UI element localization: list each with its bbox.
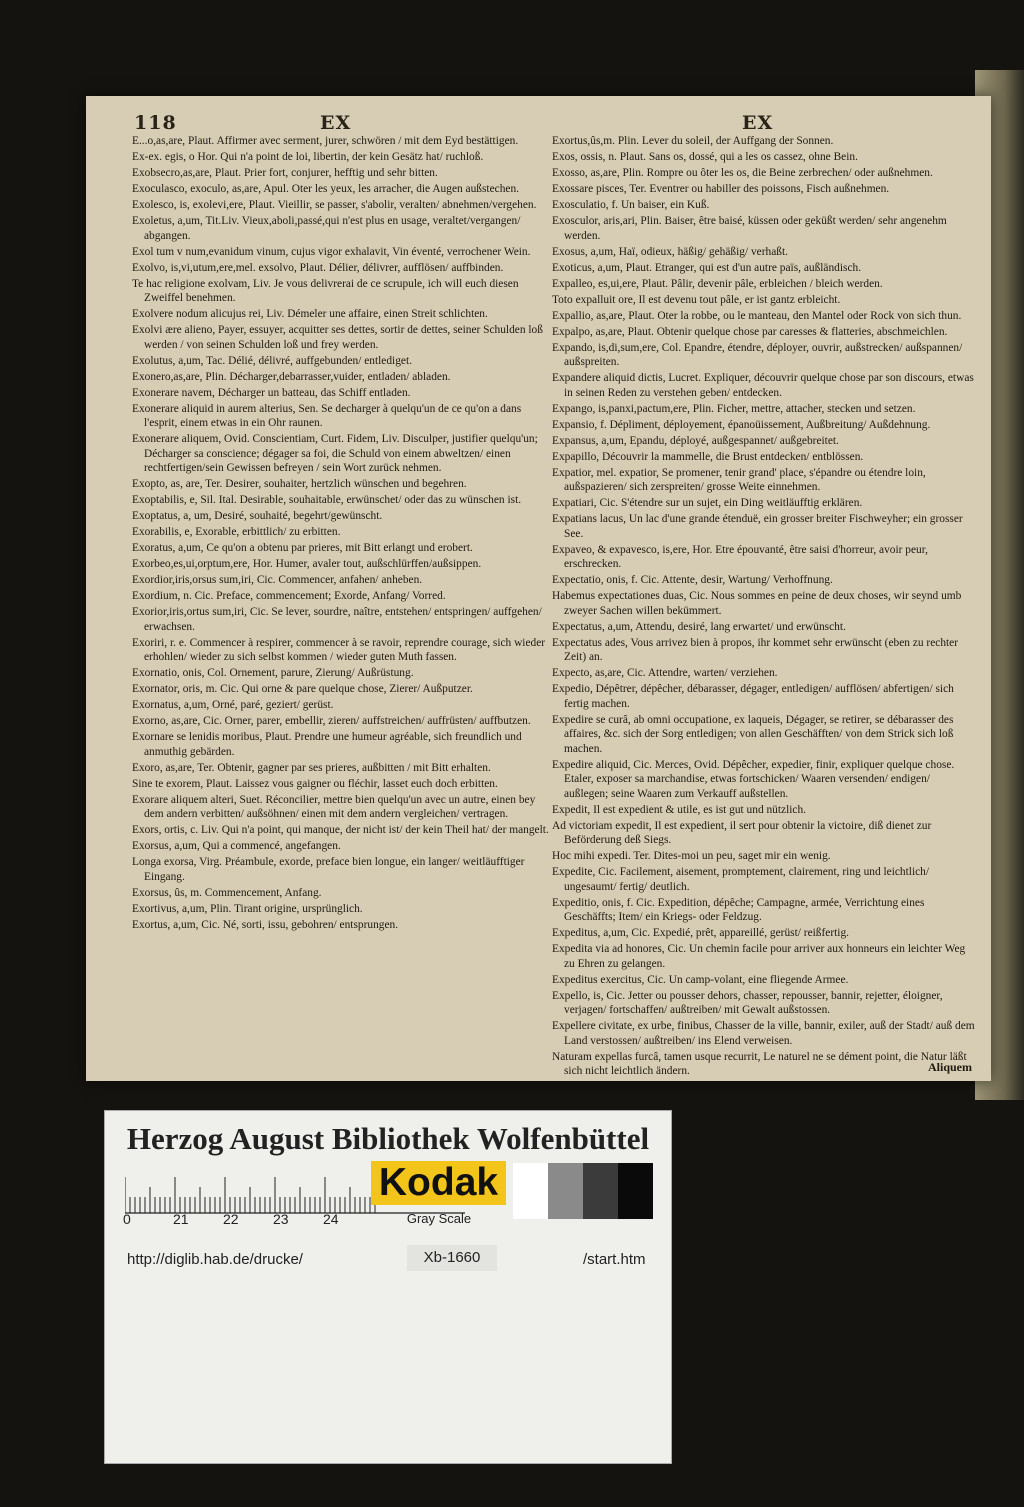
dictionary-entry: Exoticus, a,um, Plaut. Etranger, qui est d'un autre païs, außländisch. bbox=[552, 261, 862, 274]
dictionary-entry: Exopto, as, are, Ter. Desirer, souhaiter, hertzlich wünschen und begehren. bbox=[132, 478, 467, 490]
dictionary-entry: Expellere civitate, ex urbe, finibus, Chasser de la ville, bannir, exiler, auß der Stadt/ auß dem Land verstossen/ außtreiben/ ins Elend verweisen. bbox=[552, 1020, 975, 1047]
dictionary-entry: Exortus, a,um, Cic. Né, sorti, issu, gebohren/ entsprungen. bbox=[132, 918, 399, 931]
dictionary-entry: Hoc mihi expedi. Ter. Dites-moi un peu, saget mir ein wenig. bbox=[552, 850, 831, 862]
dictionary-entry: Expeditus, a,um, Cic. Expedié, prêt, appareillé, gerüst/ reißfertig. bbox=[552, 927, 850, 939]
dictionary-entry: Expatians lacus, Un lac d'une grande étenduë, ein grosser breiter Fischweyher; ein grosser See. bbox=[552, 513, 963, 540]
dictionary-entry: Exordior,iris,orsus sum,iri, Cic. Commencer, anfahen/ anheben. bbox=[132, 574, 423, 586]
dictionary-entry: Exors, ortis, c. Liv. Qui n'a point, qui manque, der nicht ist/ der kein Theil hat/ der mangelt. bbox=[132, 824, 549, 836]
dictionary-entry: Exorsus, a,um, Qui a commencé, angefangen. bbox=[132, 840, 341, 852]
gray-swatch bbox=[548, 1163, 583, 1219]
card-footer bbox=[105, 1243, 671, 1277]
dictionary-entry: Expedita via ad honores, Cic. Un chemin facile pour arriver aux honneurs ein leichter Weg zu Ehren zu gelangen. bbox=[552, 943, 966, 970]
dictionary-entry: Exonerare aliquid in aurem alterius, Sen. Se decharger à quelqu'un de ce qu'on a dans l'esprit, einem etwas in ein Ohr raunen. bbox=[132, 402, 522, 429]
dictionary-entry: Expedit, Il est expedient & utile, es ist gut und nützlich. bbox=[552, 803, 807, 816]
dictionary-entry: Expatiari, Cic. S'étendre sur un sujet, ein Ding weitläufftig erklären. bbox=[552, 497, 863, 509]
dictionary-entry: Expallio, as,are, Plaut. Oter la robbe, ou le manteau, den Mantel oder Rock von sich thun. bbox=[552, 309, 962, 322]
dictionary-entry: Exortus,ûs,m. Plin. Lever du soleil, der Auffgang der Sonnen. bbox=[552, 135, 834, 147]
dictionary-entry: Exobsecro,as,are, Plaut. Prier fort, conjurer, hefftig und sehr bitten. bbox=[132, 167, 438, 179]
dictionary-entry: Exossare pisces, Ter. Eventrer ou habiller des poissons, Fisch außnehmen. bbox=[552, 183, 890, 195]
dictionary-entry: Toto expalluit ore, Il est devenu tout pâle, er ist gantz erbleicht. bbox=[552, 293, 841, 306]
dictionary-entry: Exorsus, ûs, m. Commencement, Anfang. bbox=[132, 886, 322, 899]
dictionary-entry: Habemus expectationes duas, Cic. Nous sommes en peine de deux choses, wir seynd umb zweyer Sachen willen bekümmert. bbox=[552, 590, 962, 617]
ruler-number: 23 bbox=[273, 1211, 289, 1227]
dictionary-entry: Exonerare navem, Décharger un batteau, das Schiff entladen. bbox=[132, 386, 411, 399]
target-card bbox=[104, 1110, 672, 1464]
dictionary-entry: Expaveo, & expavesco, is,ere, Hor. Etre épouvanté, être saisi d'horreur, avoir peur, erschrecken. bbox=[552, 543, 928, 570]
shelfmark: Xb-1660 bbox=[407, 1245, 497, 1271]
dictionary-entry: Exolutus, a,um, Tac. Délié, délivré, auffgebunden/ entlediget. bbox=[132, 354, 412, 367]
dictionary-entry: Exonerare aliquem, Ovid. Conscientiam, Curt. Fidem, Liv. Disculper, justifier quelqu'un; Décharger sa conscience; dégager sa foi, die Schuld von einem abweltzen/ einen rechtfertigen/sein Gewissen befreyen / sein Wort zurück nehmen. bbox=[132, 433, 538, 474]
dictionary-entry: Exolvo, is,vi,utum,ere,mel. exsolvo, Plaut. Délier, délivrer, aufflösen/ auffbinden. bbox=[132, 261, 504, 274]
dictionary-entry: E...o,as,are, Plaut. Affirmer avec serment, jurer, schwören / mit dem Eyd bestättigen. bbox=[132, 135, 519, 147]
dictionary-entry: Exorior,iris,ortus sum,iri, Cic. Se lever, sourdre, naître, entstehen/ entspringen/ auffgehen/ erwachsen. bbox=[132, 606, 542, 633]
dictionary-entry: Exorbeo,es,ui,orptum,ere, Hor. Humer, avaler tout, außschlürffen/außsippen. bbox=[132, 558, 482, 570]
gray-scale-label: Gray Scale bbox=[406, 1211, 472, 1226]
dictionary-entry: Exornatus, a,um, Orné, paré, geziert/ gerüst. bbox=[132, 699, 334, 711]
dictionary-entry: Expapillo, Découvrir la mammelle, die Brust entdecken/ entblössen. bbox=[552, 450, 864, 463]
dictionary-entry: Exordium, n. Cic. Preface, commencement; Exorde, Anfang/ Vorred. bbox=[132, 590, 446, 602]
right-running-head: EX bbox=[742, 112, 774, 134]
dictionary-entry: Ex-ex. egis, o Hor. Qui n'a point de loi, libertin, der kein Gesätz hat/ ruchloß. bbox=[132, 151, 484, 163]
ruler-number: 24 bbox=[323, 1211, 339, 1227]
kodak-logo: Kodak bbox=[371, 1161, 506, 1205]
dictionary-entry: Expatior, mel. expatior, Se promener, tenir grand' place, s'épandre ou étendre loin, außspazieren/ sich zerspreiten/ grosse Weite einnehmen. bbox=[552, 466, 926, 493]
library-url: http://diglib.hab.de/drucke/ bbox=[127, 1251, 303, 1268]
dictionary-entry: Expedite, Cic. Facilement, aisement, promptement, clairement, ring und leichtlich/ ungesaumt/ fertig/ deutlich. bbox=[552, 866, 930, 893]
right-column bbox=[552, 134, 977, 1080]
dictionary-entry: Exoratus, a,um, Ce qu'on a obtenu par prieres, mit Bitt erlangt und erobert. bbox=[132, 542, 473, 554]
dictionary-entry: Exoculasco, exoculo, as,are, Apul. Oter les yeux, les arracher, die Augen außstechen. bbox=[132, 183, 519, 195]
dictionary-entry: Ad victoriam expedit, Il est expedient, il sert pour obtenir la victoire, diß dienet zur Beförderung deß Siegs. bbox=[552, 819, 932, 846]
dictionary-entry: Exoptabilis, e, Sil. Ital. Desirable, souhaitable, erwünschet/ oder das zu wünschen ist. bbox=[132, 494, 522, 506]
gray-swatch bbox=[513, 1163, 548, 1219]
dictionary-entry: Exoptatus, a, um, Desiré, souhaité, begehrt/gewünscht. bbox=[132, 510, 383, 522]
ruler-number: 22 bbox=[223, 1211, 239, 1227]
dictionary-entry: Expectatio, onis, f. Cic. Attente, desir, Wartung/ Verhoffnung. bbox=[552, 574, 833, 586]
dictionary-entry: Naturam expellas furcâ, tamen usque recurrit, Le naturel ne se dément point, die Natur läßt sich nicht leichtlich ändern. bbox=[552, 1050, 967, 1077]
dictionary-entry: Exolvi ære alieno, Payer, essuyer, acquitter ses dettes, sortir de dettes, seiner Schulden loß werden / von seinen Schulden loß und frey werden. bbox=[132, 324, 543, 351]
left-running-head: EX bbox=[320, 112, 352, 134]
dictionary-entry: Exos, ossis, n. Plaut. Sans os, dossé, qui a les os cassez, ohne Bein. bbox=[552, 151, 858, 163]
dictionary-entry: Exortivus, a,um, Plin. Tirant origine, ursprünglich. bbox=[132, 902, 363, 915]
dictionary-entry: Expectatus ades, Vous arrivez bien à propos, ihr kommet sehr erwünscht (eben zu rechter Zeit) an. bbox=[552, 636, 959, 663]
start-page: /start.htm bbox=[583, 1251, 646, 1268]
dictionary-entry: Exosso, as,are, Plin. Rompre ou ôter les os, die Beine zerbrechen/ oder außnehmen. bbox=[552, 167, 933, 179]
dictionary-entry: Exorno, as,are, Cic. Orner, parer, embellir, zieren/ auffstreichen/ auffrüsten/ auffbutzen. bbox=[132, 715, 531, 727]
dictionary-entry: Exorare aliquem alteri, Suet. Réconcilier, mettre bien quelqu'un avec un autre, einen bey dem andern verbitten/ außsöhnen/ einen mit dem andern vergleichen/ vertragen. bbox=[132, 793, 536, 820]
dictionary-entry: Exolesco, is, exolevi,ere, Plaut. Vieillir, se passer, s'abolir, veralten/ abnehmen/vergehen. bbox=[132, 199, 537, 211]
dictionary-entry: Longa exorsa, Virg. Préambule, exorde, preface bien longue, ein langer/ weitläufftiger Eingang. bbox=[132, 856, 525, 883]
dictionary-entry: Expecto, as,are, Cic. Attendre, warten/ verziehen. bbox=[552, 667, 778, 679]
dictionary-entry: Sine te exorem, Plaut. Laissez vous gaigner ou fléchir, lasset euch doch erbitten. bbox=[132, 777, 498, 790]
library-title: Herzog August Bibliothek Wolfenbüttel bbox=[126, 1121, 650, 1156]
dictionary-entry: Exoro, as,are, Ter. Obtenir, gagner par ses prieres, außbitten / mit Bitt erhalten. bbox=[132, 761, 491, 774]
dictionary-entry: Exolvere nodum alicujus rei, Liv. Démeler une affaire, einen Streit schlichten. bbox=[132, 308, 488, 320]
gray-scale-swatches bbox=[513, 1163, 653, 1219]
dictionary-entry: Exosculatio, f. Un baiser, ein Kuß. bbox=[552, 199, 710, 211]
dictionary-entry: Expedire se curâ, ab omni occupatione, ex laqueis, Dégager, se retirer, se débarasser des affaires, &c. sich der Sorg entledigen; von allen Geschäfften/ von dem Strick sich loß machen. bbox=[552, 713, 954, 755]
dictionary-entry: Exornatio, onis, Col. Ornement, parure, Zierung/ Außrüstung. bbox=[132, 667, 414, 679]
dictionary-entry: Expandere aliquid dictis, Lucret. Expliquer, découvrir quelque chose par son discours, etwas in seinen Reden zu verstehen geben/ entdecken. bbox=[552, 372, 974, 399]
gray-swatch bbox=[618, 1163, 653, 1219]
dictionary-entry: Exonero,as,are, Plin. Décharger,debarrasser,vuider, entladen/ abladen. bbox=[132, 370, 451, 383]
dictionary-entry: Exorabilis, e, Exorable, erbittlich/ zu erbitten. bbox=[132, 526, 341, 538]
ruler-number: 0 bbox=[123, 1211, 131, 1227]
dictionary-entry: Expeditio, onis, f. Cic. Expedition, dépêche; Campagne, armée, Verrichtung eines Geschäffts; Item/ ein Kriegs- oder Feldzug. bbox=[552, 896, 925, 923]
dictionary-entry: Exosculor, aris,ari, Plin. Baiser, être baisé, küssen oder geküßt werden/ sehr angenehm werden. bbox=[552, 215, 947, 242]
catchword: Aliquem bbox=[927, 1060, 972, 1074]
dictionary-entry: Exornator, oris, m. Cic. Qui orne & pare quelque chose, Zierer/ Außputzer. bbox=[132, 683, 473, 695]
dictionary-entry: Expango, is,panxi,pactum,ere, Plin. Ficher, mettre, attacher, stecken und setzen. bbox=[552, 402, 916, 415]
dictionary-entry: Exosus, a,um, Haï, odieux, häßig/ gehäßig/ verhaßt. bbox=[552, 245, 788, 258]
gray-swatch bbox=[583, 1163, 618, 1219]
dictionary-entry: Expansus, a,um, Epandu, déployé, außgespannet/ außgebreitet. bbox=[552, 434, 839, 447]
dictionary-entry: Te hac religione exolvam, Liv. Je vous delivrerai de ce scrupule, ich will euch diesen Zweiffel benehmen. bbox=[132, 277, 519, 304]
dictionary-entry: Expalleo, es,ui,ere, Plaut. Pâlir, devenir pâle, erbleichen / bleich werden. bbox=[552, 277, 883, 290]
dictionary-entry: Expeditus exercitus, Cic. Un camp-volant, eine fliegende Armee. bbox=[552, 973, 849, 986]
dictionary-entry: Exornare se lenidis moribus, Plaut. Prendre une humeur agréable, sich freundlich und anmuthig gebärden. bbox=[132, 731, 522, 758]
ruler-number: 21 bbox=[173, 1211, 189, 1227]
dictionary-entry: Expando, is,di,sum,ere, Col. Epandre, étendre, déployer, ouvrir, außstrecken/ außspannen/ außspreiten. bbox=[552, 341, 963, 368]
dictionary-entry: Exoriri, r. e. Commencer à respirer, commencer à se ravoir, reprendre courage, sich wieder erhohlen/ wieder zu sich selbst kommen / wieder guten Muth fassen. bbox=[132, 636, 546, 663]
dictionary-entry: Expello, is, Cic. Jetter ou pousser dehors, chasser, repousser, bannir, rejetter, éloigner, verjagen/ fortschaffen/ außtreiben/ mit Gewalt außstossen. bbox=[552, 989, 943, 1016]
page-number: 118 bbox=[134, 112, 177, 134]
dictionary-entry: Expedire aliquid, Cic. Merces, Ovid. Dépêcher, expedier, finir, expliquer quelque chose. Etaler, exposer sa marchandise, etwas fortschicken/ Waaren versenden/ endigen/ außlegen; seine Waaren zum Verkauff außstellen. bbox=[552, 758, 955, 800]
dictionary-entry: Expalpo, as,are, Plaut. Obtenir quelque chose par caresses & flatteries, abschmeichlen. bbox=[552, 325, 948, 338]
dictionary-entry: Exoletus, a,um, Tit.Liv. Vieux,aboli,passé,qui n'est plus en usage, veraltet/vergangen/ abgangen. bbox=[132, 215, 521, 242]
dictionary-entry: Expedio, Dépêtrer, dépêcher, débarasser, dégager, entledigen/ aufflösen/ abfertigen/ sich fertig machen. bbox=[552, 683, 954, 710]
dictionary-entry: Expectatus, a,um, Attendu, desiré, lang erwartet/ und erwünscht. bbox=[552, 620, 846, 633]
left-column bbox=[132, 134, 552, 934]
dictionary-entry: Exol tum v num,evanidum vinum, cujus vigor exhalavit, Vin éventé, verrochener Wein. bbox=[132, 245, 531, 258]
dictionary-entry: Expansio, f. Dépliment, déployement, épanoüissement, Außbreitung/ Außdehnung. bbox=[552, 418, 931, 431]
